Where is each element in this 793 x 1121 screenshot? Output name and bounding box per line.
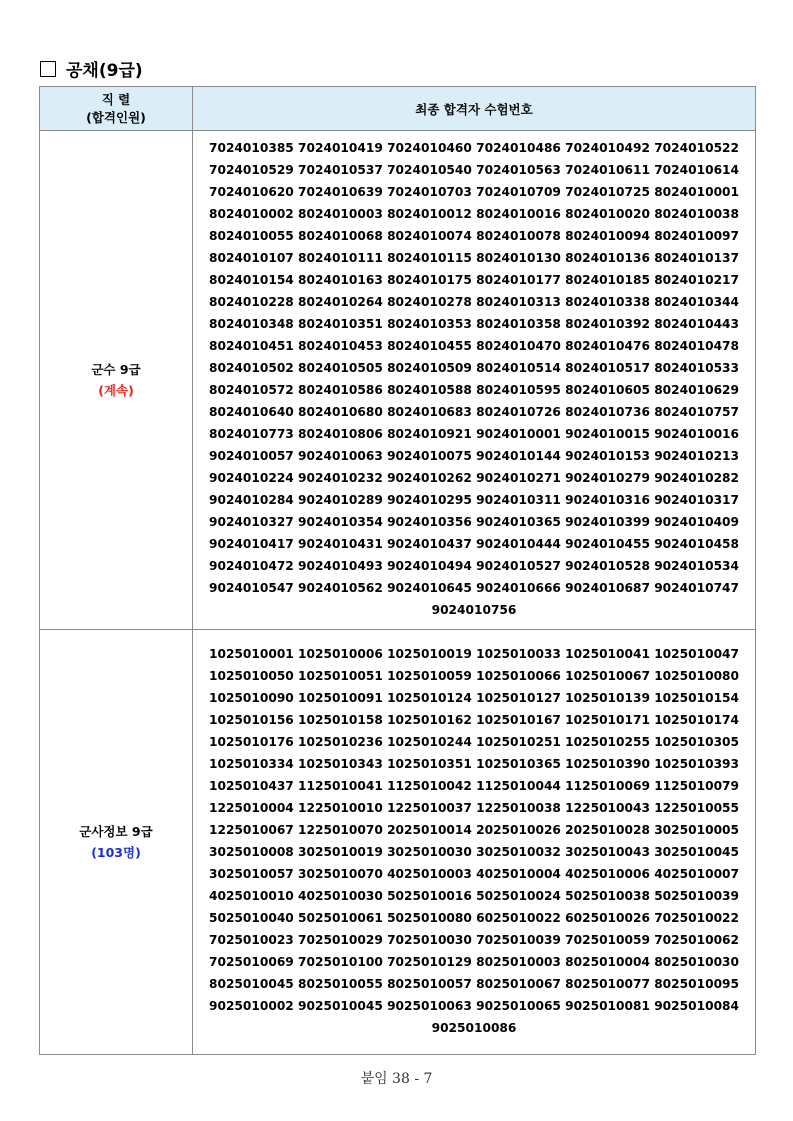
exam-number-row: 7024010620 7024010639 7024010703 7024010709 7024010725 8024010001: [208, 185, 740, 199]
exam-number-row: 9024010547 9024010562 9024010645 9024010666 9024010687 9024010747: [208, 581, 740, 595]
exam-number-row: 1025010437 1125010041 1125010042 1125010044 1125010069 1125010079: [208, 779, 740, 793]
exam-number-row: 1025010176 1025010236 1025010244 1025010251 1025010255 1025010305: [208, 735, 740, 749]
exam-number-row: 3025010008 3025010019 3025010030 3025010032 3025010043 3025010045: [208, 845, 740, 859]
exam-number-row: 7024010529 7024010537 7024010540 7024010563 7024010611 7024010614: [208, 163, 740, 177]
exam-number-row: 8024010451 8024010453 8024010455 8024010470 8024010476 8024010478: [208, 339, 740, 353]
exam-number-row: 7024010385 7024010419 7024010460 7024010486 7024010492 7024010522: [208, 141, 740, 155]
exam-number-list: [193, 131, 755, 629]
table-header-row: [40, 87, 756, 131]
exam-number-row: 8024010348 8024010351 8024010353 8024010358 8024010392 8024010443: [208, 317, 740, 331]
exam-number-row: 8024010002 8024010003 8024010012 8024010016 8024010020 8024010038: [208, 207, 740, 221]
exam-number-row: 1225010004 1225010010 1225010037 1225010038 1225010043 1225010055: [208, 801, 740, 815]
exam-number-row: 5025010040 5025010061 5025010080 6025010022 6025010026 7025010022: [208, 911, 740, 925]
exam-number-row: 7025010023 7025010029 7025010030 7025010039 7025010059 7025010062: [208, 933, 740, 947]
exam-number-row: 9024010756: [431, 603, 517, 617]
exam-number-row: 1225010067 1225010070 2025010014 2025010026 2025010028 3025010005: [208, 823, 740, 837]
category-count: (계속): [98, 383, 134, 398]
category-name: 군사정보 9급: [79, 824, 153, 839]
header-exam-numbers: 최종 합격자 수험번호: [193, 87, 756, 131]
header-position: [40, 87, 193, 131]
header-position-label: 직 렬: [101, 91, 131, 107]
exam-number-row: 9025010086: [431, 1021, 517, 1035]
exam-number-row: 9025010002 9025010045 9025010063 9025010065 9025010081 9025010084: [208, 999, 740, 1013]
results-table: [39, 86, 756, 1055]
category-name: 군수 9급: [91, 362, 141, 377]
page-footer: 붙임 38 - 7: [360, 1071, 433, 1087]
section-heading: [40, 56, 143, 81]
exam-number-row: 9024010327 9024010354 9024010356 9024010365 9024010399 9024010409: [208, 515, 740, 529]
exam-number-row: 1025010050 1025010051 1025010059 1025010066 1025010067 1025010080: [208, 669, 740, 683]
exam-numbers-cell: [193, 630, 756, 1055]
exam-number-row: 8024010055 8024010068 8024010074 8024010078 8024010094 8024010097: [208, 229, 740, 243]
exam-number-row: 9024010284 9024010289 9024010295 9024010311 9024010316 9024010317: [208, 493, 740, 507]
exam-number-row: 9024010224 9024010232 9024010262 9024010271 9024010279 9024010282: [208, 471, 740, 485]
exam-number-row: 8024010572 8024010586 8024010588 8024010595 8024010605 8024010629: [208, 383, 740, 397]
exam-number-row: 8024010154 8024010163 8024010175 8024010177 8024010185 8024010217: [208, 273, 740, 287]
category-cell: [40, 630, 193, 1055]
category-count: (103명): [91, 845, 141, 860]
exam-number-list: [193, 637, 755, 1047]
exam-number-row: 8024010228 8024010264 8024010278 8024010313 8024010338 8024010344: [208, 295, 740, 309]
table-row: [40, 131, 756, 630]
exam-number-row: 3025010057 3025010070 4025010003 4025010004 4025010006 4025010007: [208, 867, 740, 881]
header-position-sublabel: (합격인원): [86, 109, 146, 125]
exam-number-row: 4025010010 4025010030 5025010016 5025010024 5025010038 5025010039: [208, 889, 740, 903]
exam-numbers-cell: [193, 131, 756, 630]
exam-number-row: 1025010156 1025010158 1025010162 1025010167 1025010171 1025010174: [208, 713, 740, 727]
category-cell: [40, 131, 193, 630]
table-row: [40, 630, 756, 1055]
exam-number-row: 8024010107 8024010111 8024010115 8024010130 8024010136 8024010137: [208, 251, 740, 265]
heading-title: 공채(9급): [66, 61, 143, 81]
exam-number-row: 8024010640 8024010680 8024010683 8024010726 8024010736 8024010757: [208, 405, 740, 419]
checkbox-icon: [40, 61, 56, 77]
exam-number-row: 8024010502 8024010505 8024010509 8024010514 8024010517 8024010533: [208, 361, 740, 375]
exam-number-row: 1025010090 1025010091 1025010124 1025010127 1025010139 1025010154: [208, 691, 740, 705]
exam-number-row: 9024010057 9024010063 9024010075 9024010144 9024010153 9024010213: [208, 449, 740, 463]
exam-number-row: 9024010472 9024010493 9024010494 9024010527 9024010528 9024010534: [208, 559, 740, 573]
exam-number-row: 8025010045 8025010055 8025010057 8025010067 8025010077 8025010095: [208, 977, 740, 991]
exam-number-row: 9024010417 9024010431 9024010437 9024010444 9024010455 9024010458: [208, 537, 740, 551]
exam-number-row: 8024010773 8024010806 8024010921 9024010001 9024010015 9024010016: [208, 427, 740, 441]
exam-number-row: 7025010069 7025010100 7025010129 8025010003 8025010004 8025010030: [208, 955, 740, 969]
exam-number-row: 1025010001 1025010006 1025010019 1025010033 1025010041 1025010047: [208, 647, 740, 661]
exam-number-row: 1025010334 1025010343 1025010351 1025010365 1025010390 1025010393: [208, 757, 740, 771]
